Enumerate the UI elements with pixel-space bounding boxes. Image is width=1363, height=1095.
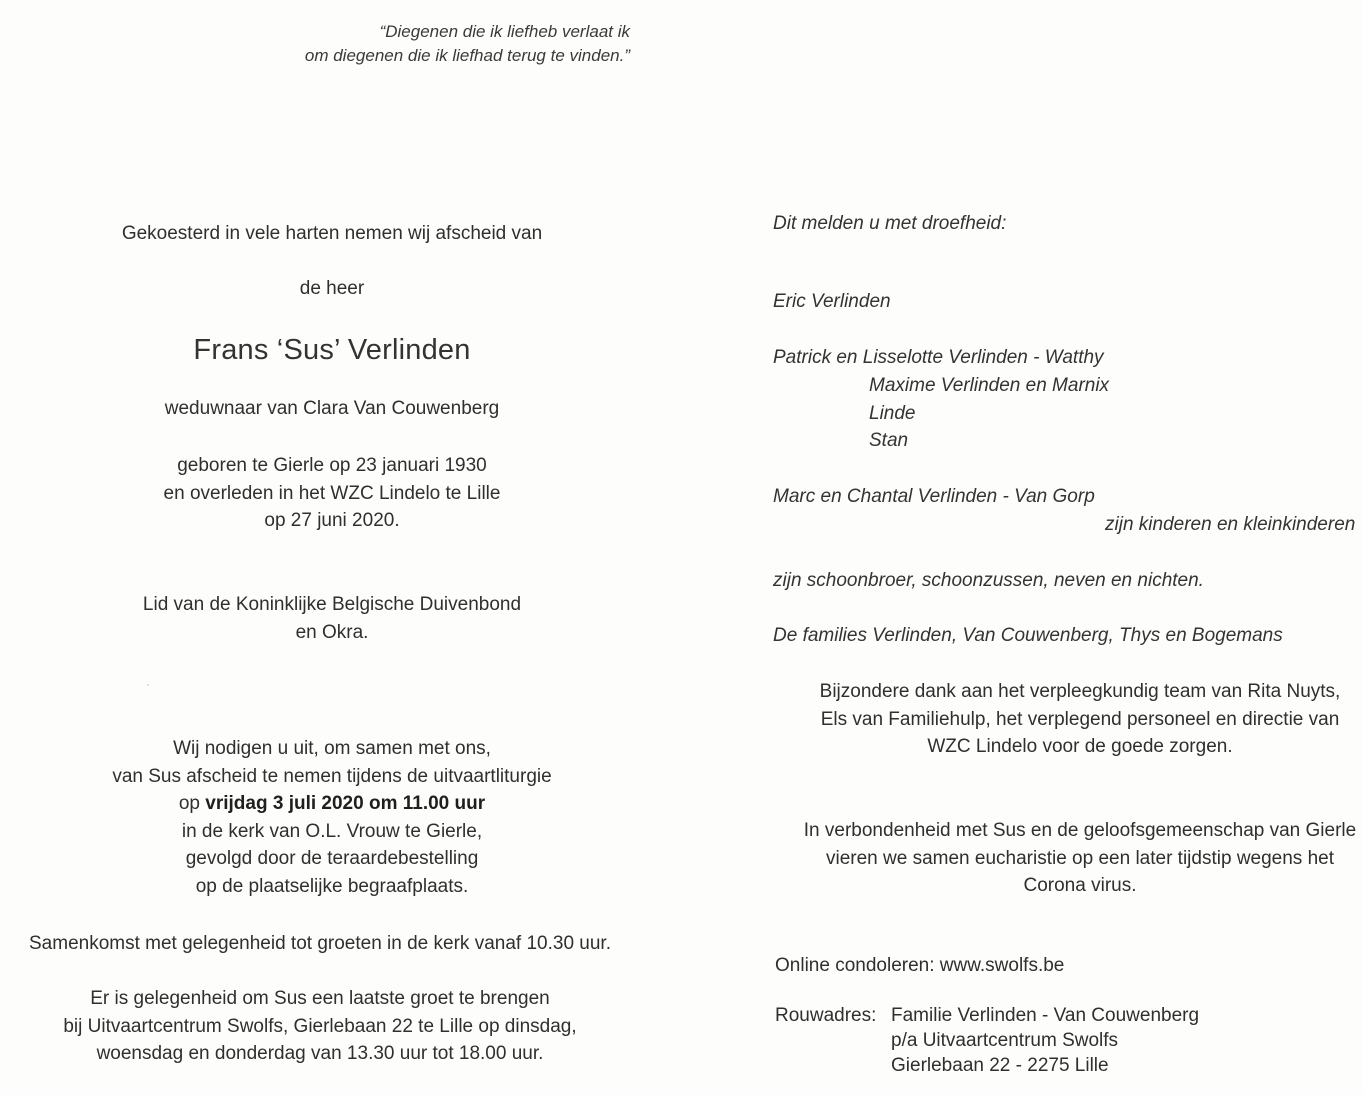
invitation-date-prefix: op (178, 793, 206, 814)
quote-line-1: “Diegenen die ik liefheb verlaat ik (379, 22, 630, 41)
life-dates (0, 452, 664, 535)
thanks (775, 678, 1363, 761)
family-children-label: zijn kinderen en kleinkinderen (1105, 514, 1356, 535)
quote (305, 20, 630, 68)
invitation-line-4: in de kerk van O.L. Vrouw te Gierle, (181, 820, 483, 842)
invitation-line-5: gevolgd door de teraardebestelling (185, 848, 479, 869)
community (775, 817, 1363, 900)
announcement-intro: Gekoesterd in vele harten nemen wij afscheid van (121, 223, 543, 244)
family-grandchild-1: Maxime Verlinden en Marnix (869, 375, 1110, 396)
membership-line-2: en Okra. (295, 621, 369, 643)
family-in-laws: zijn schoonbroer, schoonzussen, neven en nichten. (773, 570, 1204, 591)
quote-line-2: om diegenen die ik liefhad terug te vinden.” (304, 46, 630, 65)
died-date-line: op 27 juni 2020. (264, 510, 400, 531)
invitation (0, 735, 664, 900)
scan-speck (147, 684, 149, 686)
membership-line-1: Lid van de Koninklijke Belgische Duivenbond (142, 594, 522, 615)
family-child-1: Eric Verlinden (773, 291, 891, 312)
died-line: en overleden in het WZC Lindelo te Lille (163, 482, 501, 504)
invitation-line-6: op de plaatselijke begraafplaats. (195, 875, 469, 897)
gathering-line: Samenkomst met gelegenheid tot groeten in de kerk vanaf 10.30 uur. (29, 933, 611, 954)
family-grandchild-3: Stan (869, 430, 909, 451)
invitation-date: vrijdag 3 juli 2020 om 11.00 uur (205, 793, 486, 814)
invitation-line-3 (0, 790, 664, 818)
address-line-2: p/a Uitvaartcentrum Swolfs (891, 1030, 1119, 1051)
farewell-line-1: Er is gelegenheid om Sus een laatste groet te brengen (90, 988, 550, 1009)
community-line-3: Corona virus. (1023, 875, 1137, 896)
family-families: De families Verlinden, Van Couwenberg, Thys en Bogemans (773, 625, 1283, 646)
widower-line: weduwnaar van Clara Van Couwenberg (164, 398, 500, 419)
address-line-1: Familie Verlinden - Van Couwenberg (891, 1005, 1200, 1026)
announcement-title: de heer (299, 278, 365, 299)
farewell (0, 985, 652, 1068)
address-label: Rouwadres: (775, 1005, 877, 1026)
invitation-line-1: Wij nodigen u uit, om samen met ons, (173, 738, 491, 759)
online-condolences: Online condoleren: www.swolfs.be (775, 955, 1065, 976)
community-line-1: In verbondenheid met Sus en de geloofsgemeenschap van Gierle (803, 820, 1357, 841)
invitation-line-2: van Sus afscheid te nemen tijdens de uitvaartliturgie (112, 765, 552, 787)
thanks-line-3: WZC Lindelo voor de goede zorgen. (927, 736, 1233, 757)
born-line: geboren te Gierle op 23 januari 1930 (177, 455, 487, 476)
farewell-line-2: bij Uitvaartcentrum Swolfs, Gierlebaan 22 te Lille op dinsdag, (63, 1015, 577, 1037)
family-child-2: Patrick en Lisselotte Verlinden - Watthy (773, 347, 1104, 368)
community-line-2: vieren we samen eucharistie op een later tijdstip wegens het (825, 847, 1334, 869)
deceased-name: Frans ‘Sus’ Verlinden (193, 334, 471, 366)
family-child-3: Marc en Chantal Verlinden - Van Gorp (773, 486, 1095, 507)
thanks-line-1: Bijzondere dank aan het verpleegkundig team van Rita Nuyts, (819, 681, 1341, 702)
thanks-line-2: Els van Familiehulp, het verplegend personeel en directie van (820, 708, 1340, 730)
family-grandchild-2: Linde (869, 403, 916, 424)
farewell-line-3: woensdag en donderdag van 13.30 uur tot 18.00 uur. (96, 1043, 544, 1064)
address-line-3: Gierlebaan 22 - 2275 Lille (891, 1055, 1109, 1076)
membership (0, 591, 664, 646)
family-heading: Dit melden u met droefheid: (773, 213, 1007, 234)
